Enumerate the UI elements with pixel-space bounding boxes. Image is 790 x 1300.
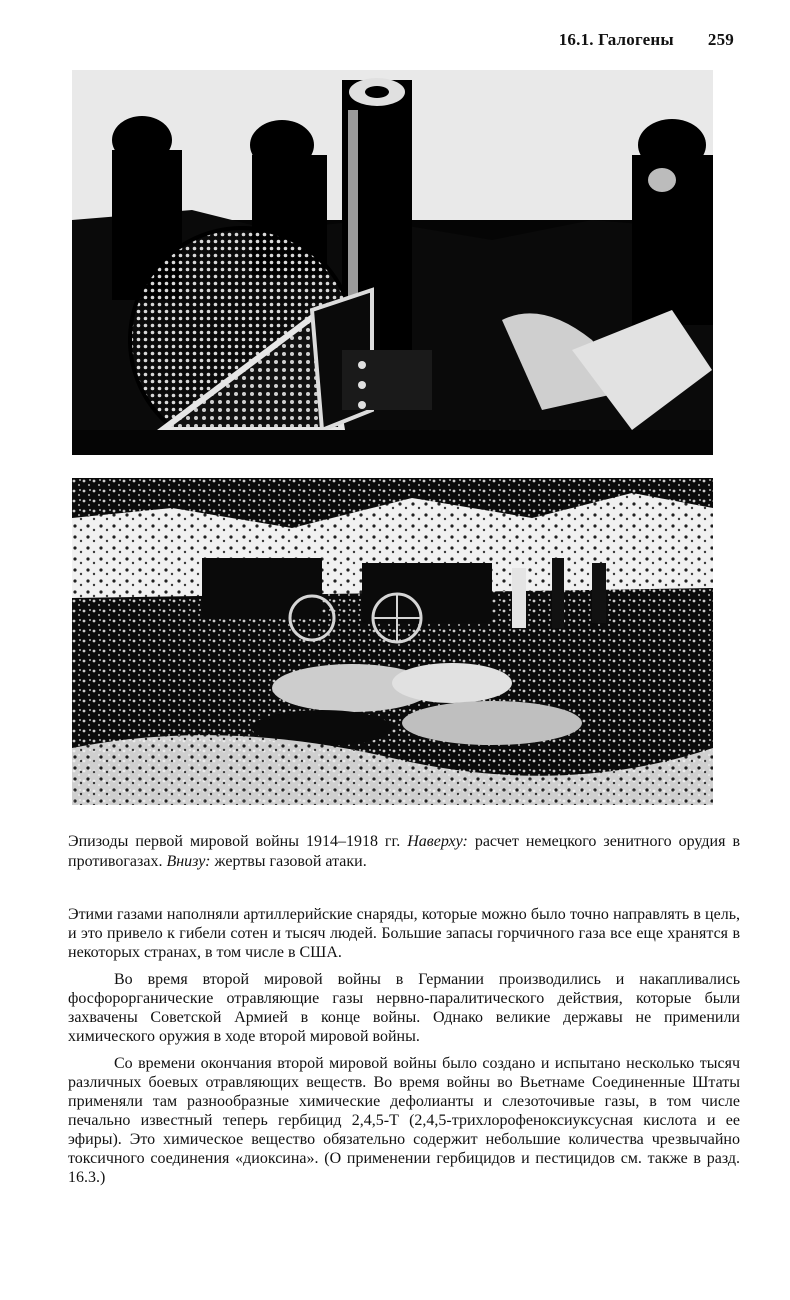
photo-gun-crew <box>72 70 713 455</box>
caption-top-label: Наверху: <box>407 833 468 850</box>
photo-gas-victims <box>72 478 713 805</box>
caption-lead: Эпизоды первой мировой войны 1914–1918 гг. <box>68 833 408 850</box>
paragraph-1: Этими газами наполняли артиллерийские снаряды, которые можно было точно направлять в цель, и это привело к гибели сотен и тысяч людей. Большие запасы горчичного газа все еще хранятся в некоторых странах, в том числе в США. <box>68 906 740 961</box>
page-number: 259 <box>707 30 734 49</box>
running-head <box>559 30 734 50</box>
section-title: 16.1. Галогены <box>558 30 674 49</box>
body-text <box>68 905 740 1195</box>
photo-gas-victims-image <box>72 478 713 805</box>
paragraph-3: Со времени окончания второй мировой войны было создано и испытано несколько тысяч различных боевых отравляющих веществ. Во время войны во Вьетнаме Соединенные Штаты применяли там разнообразные химические дефолианты и слезоточивые газы, в том числе печально известный теперь гербицид 2,4,5-Т (2,4,5-трихлорофеноксиуксусная кислота и ее эфиры). Это химическое вещество обязательно содержит небольшие количества чрезвычайно токсичного соединения «диоксина». (О применении гербицидов и пестицидов см. также в разд. 16.3.) <box>68 1055 740 1186</box>
figure-caption <box>68 832 740 872</box>
caption-top-text: расчет немецкого зенитного орудия в противогазах. <box>68 833 741 870</box>
photo-gun-crew-image <box>72 70 713 455</box>
paragraph-2: Во время второй мировой войны в Германии производились и накапливались фосфорорганические отравляющие газы нервно-паралитического действия, которые были захвачены Советской Армией в конце войны. Однако великие державы не применили химического оружия в ходе второй мировой войны. <box>68 971 740 1045</box>
caption-bottom-text: жертвы газовой атаки. <box>210 853 367 870</box>
caption-bottom-label: Внизу: <box>166 853 211 870</box>
